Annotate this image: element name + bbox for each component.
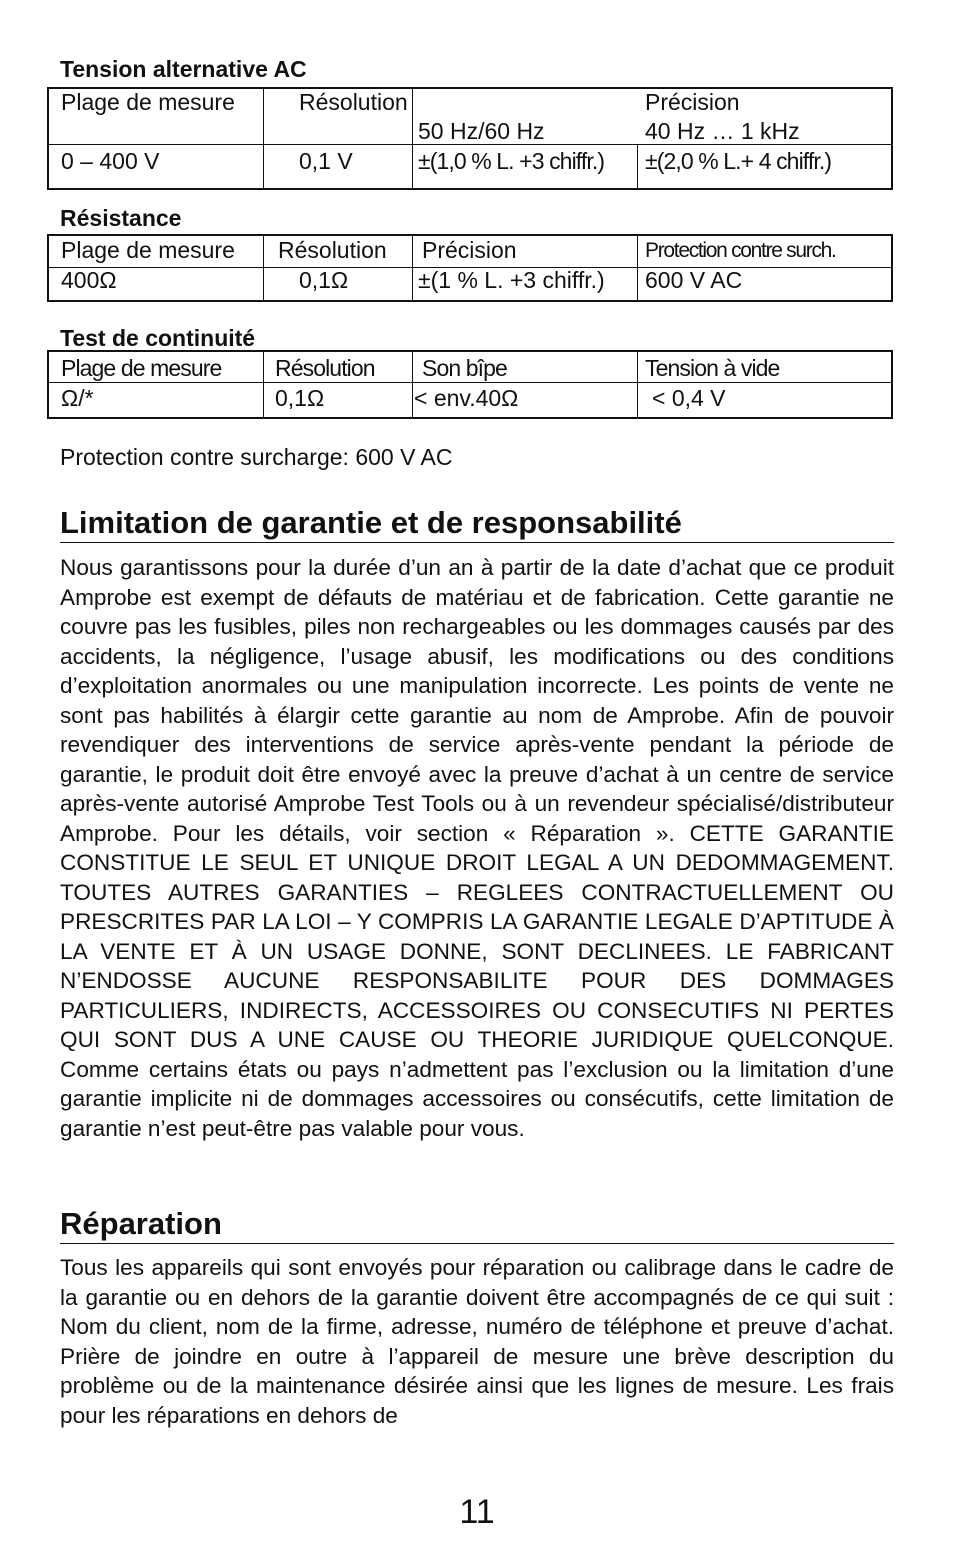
repair-body: Tous les appareils qui sont envoyés pour réparation ou calibrage dans le cadre de la garantie ou en dehors de la garantie doivent être accompagnés de ce qui suit : Nom du client, nom de la firme, adresse, numéro de téléphone et preuve d’achat. Prière de joindre en outre à l’appareil de mesure une brève description du problème ou de la maintenance désirée ainsi que les lignes de mesure. Les frais pour les réparations en dehors de bbox=[60, 1255, 894, 1428]
ac-col-divider bbox=[263, 89, 264, 188]
resistance-cell-range: 400Ω bbox=[61, 267, 117, 293]
continuity-row-divider bbox=[49, 382, 891, 383]
continuity-header-voltage: Tension à vide bbox=[645, 355, 780, 381]
continuity-header-range: Plage de mesure bbox=[61, 355, 222, 381]
continuity-cell-resolution: 0,1Ω bbox=[275, 385, 325, 411]
continuity-header-beep: Son bîpe bbox=[422, 355, 507, 381]
ac-header-precision: Précision bbox=[645, 89, 740, 115]
ac-col-divider bbox=[637, 144, 638, 188]
continuity-col-divider bbox=[412, 352, 413, 417]
continuity-cell-range: Ω/* bbox=[61, 385, 94, 411]
resistance-col-divider bbox=[412, 236, 413, 300]
resistance-header-precision: Précision bbox=[422, 237, 517, 263]
resistance-header-range: Plage de mesure bbox=[61, 237, 235, 263]
continuity-cell-voltage: < 0,4 V bbox=[652, 385, 726, 411]
resistance-header-resolution: Résolution bbox=[278, 237, 387, 263]
ac-cell-resolution: 0,1 V bbox=[299, 148, 353, 174]
resistance-cell-protection: 600 V AC bbox=[645, 267, 743, 293]
ac-section-title: Tension alternative AC bbox=[60, 56, 307, 82]
ac-col-divider bbox=[412, 89, 413, 188]
warranty-body: Nous garantissons pour la durée d’un an à partir de la date d’achat que ce produit Amprobe est exempt de défauts de matériau et de fabrication. Cette garantie ne couvre pas les fusibles, piles non rechargeables ou les dommages causés par des accidents, la négligence, l’usage abusif, les modifications ou des conditions d’exploitation anormales ou une manipulation incorrecte. Les points de vente ne sont pas habilités à élargir cette garantie au nom de Amprobe. Afin de pouvoir revendiquer des interventions de service après-vente pendant la période de garantie, le produit doit être envoyé avec la preuve d’achat à un centre de service après-vente autorisé Amprobe Test Tools ou à un revendeur spécialisé/distributeur Amprobe. Pour les détails, voir section « Réparation ». CETTE GARANTIE CONSTITUE LE SEUL ET UNIQUE DROIT LEGAL A UN DEDOMMAGEMENT. TOUTES AUTRES GARANTIES – REGLEES CONTRACTUELLEMENT OU PRESCRITES PAR LA LOI – Y COMPRIS LA GARANTIE LEGALE D’APTITUDE À LA VENTE ET À UN USAGE DONNE, SONT DECLINEES. LE FABRICANT N’ENDOSSE AUCUNE RESPONSABILITE POUR DES DOMMAGES PARTICULIERS, INDIRECTS, ACCESSOIRES OU CONSECUTIFS NI PERTES QUI SONT DUS A UNE CAUSE OU THEORIE JURIDIQUE QUELCONQUE. Comme certains états ou pays n’admettent pas l’exclusion ou la limitation d’une garantie implicite ni de dommages accessoires ou consécutifs, cette limitation de garantie n’est peut-être pas valable pour vous. bbox=[60, 555, 894, 1141]
continuity-col-divider bbox=[263, 352, 264, 417]
resistance-col-divider bbox=[263, 236, 264, 300]
resistance-cell-precision: ±(1 % L. +3 chiffr.) bbox=[418, 267, 605, 293]
overload-protection-note: Protection contre surcharge: 600 V AC bbox=[60, 444, 453, 470]
ac-cell-precision-50-60hz: ±(1,0 % L. +3 chiffr.) bbox=[418, 148, 605, 174]
page-number: 11 bbox=[459, 1493, 495, 1531]
continuity-col-divider bbox=[637, 352, 638, 417]
repair-heading: Réparation bbox=[60, 1205, 894, 1244]
resistance-cell-resolution: 0,1Ω bbox=[299, 267, 349, 293]
continuity-spec-table bbox=[47, 350, 893, 419]
warranty-heading: Limitation de garantie et de responsabilité bbox=[60, 504, 894, 543]
resistance-header-protection: Protection contre surch. bbox=[645, 239, 836, 262]
ac-header-range: Plage de mesure bbox=[61, 89, 235, 115]
ac-header-sub-40hz-1khz: 40 Hz … 1 kHz bbox=[645, 118, 800, 144]
continuity-cell-beep: < env.40Ω bbox=[414, 385, 519, 411]
ac-header-resolution: Résolution bbox=[299, 89, 408, 115]
resistance-col-divider bbox=[637, 236, 638, 300]
resistance-spec-table bbox=[47, 234, 893, 302]
ac-row-divider bbox=[49, 144, 891, 145]
continuity-section-title: Test de continuité bbox=[60, 325, 256, 351]
continuity-header-resolution: Résolution bbox=[275, 355, 375, 381]
ac-cell-precision-40hz-1khz: ±(2,0 % L.+ 4 chiffr.) bbox=[645, 148, 832, 174]
ac-header-sub-50-60hz: 50 Hz/60 Hz bbox=[418, 118, 545, 144]
ac-cell-range: 0 – 400 V bbox=[61, 148, 160, 174]
ac-spec-table bbox=[47, 87, 893, 190]
resistance-section-title: Résistance bbox=[60, 205, 182, 231]
